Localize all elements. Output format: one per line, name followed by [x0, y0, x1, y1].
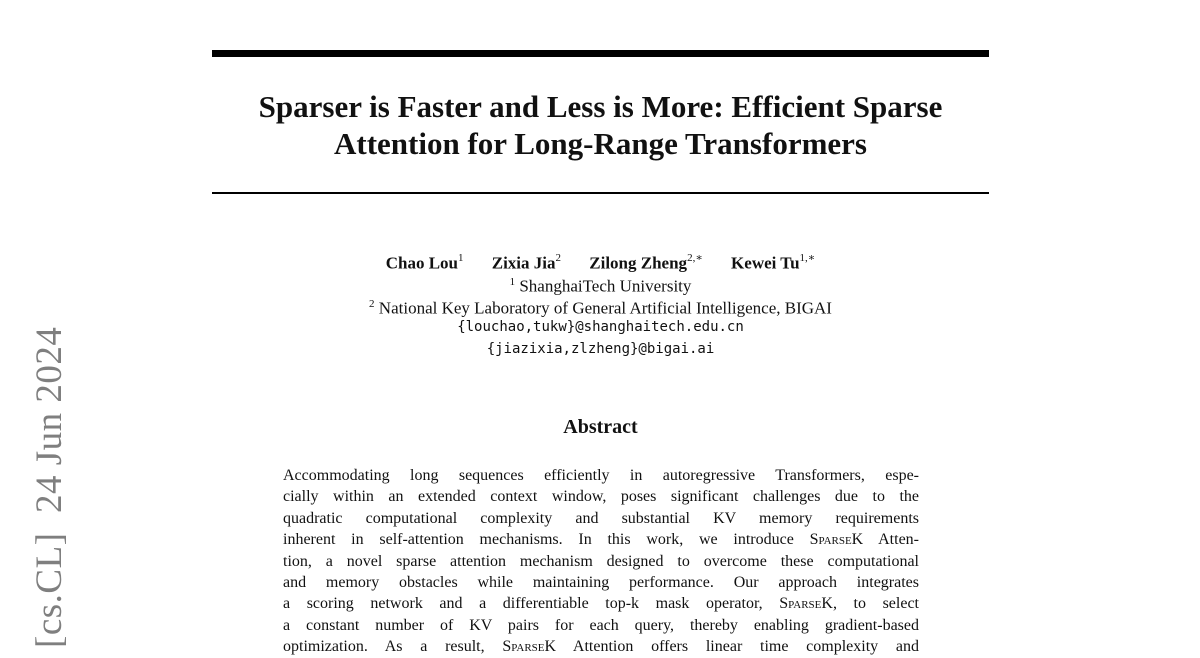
affiliation: $^1$ ShanghaiTech University [509, 276, 692, 296]
abstract-line: a scoring network and a differentiable top-k mask operator, SparseK, to select [283, 595, 919, 613]
arxiv-side-label: [cs.CL] 24 Jun 2024 [29, 326, 70, 648]
affiliation: $^2$ National Key Laboratory of General Artificial Intelligence, BIGAI [369, 298, 832, 318]
abstract-line: cially within an extended context window, poses significant challenges due to the [283, 488, 919, 506]
abstract-line: Accommodating long sequences efficiently in autoregressive Transformers, espe- [283, 467, 919, 484]
author: Zixia Jia$^2$ [491, 252, 562, 273]
title-line-1: Sparser is Faster and Less is More: Efficient Sparse [258, 89, 943, 124]
top-rule [212, 50, 989, 57]
email-line: {louchao,tukw}@shanghaitech.edu.cn [457, 319, 744, 335]
paper-title [212, 88, 989, 162]
title-rule [212, 192, 989, 194]
abstract-line: inherent in self-attention mechanisms. In this work, we introduce SparseK Atten- [283, 531, 919, 549]
abstract-line: quadratic computational complexity and substantial KV memory requirements [283, 509, 919, 527]
author: Chao Lou$^1$ [385, 252, 464, 273]
title-line-2: Attention for Long-Range Transformers [334, 126, 867, 161]
author: Zilong Zheng$^{2,∗}$ [589, 252, 703, 273]
abstract-line: and memory obstacles while maintaining performance. Our approach integrates [283, 574, 919, 592]
abstract-body [283, 465, 919, 658]
abstract-line: a constant number of KV pairs for each query, thereby enabling gradient-based [283, 616, 919, 634]
abstract-heading: Abstract [563, 416, 638, 438]
author: Kewei $Tu^{1,∗}$ [731, 252, 816, 273]
abstract-line: tion, a novel sparse attention mechanism designed to overcome these computational [283, 552, 919, 570]
abstract-line: optimization. As a result, SparseK Attention offers linear time complexity and [283, 638, 920, 656]
email-line: {jiazixia,zlzheng}@bigai.ai [486, 341, 715, 357]
